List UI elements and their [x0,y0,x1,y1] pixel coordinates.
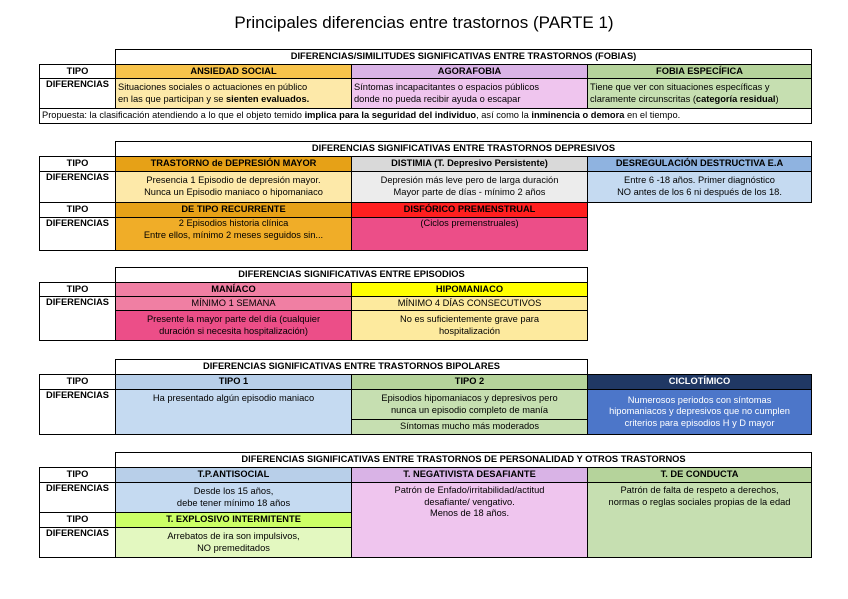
propuesta-a: Propuesta: la clasificación atendiendo a lo que el objeto temido [42,110,305,121]
type-ansiedad-social: ANSIEDAD SOCIAL [116,65,352,79]
type-hipomaniaco: HIPOMANIACO [352,283,588,297]
tipo-2-moderados: Síntomas mucho más moderados [352,420,588,435]
tipo-label: TIPO [40,65,116,79]
hipomaniaco-line-2: hospitalización [439,325,500,336]
type-maniaco: MANÍACO [116,283,352,297]
fobia-especifica-cell [588,79,812,109]
conducta-line-1: Patrón de falta de respeto a derechos, [620,485,779,495]
episodios-header: DIFERENCIAS SIGNIFICATIVAS ENTRE EPISODIOS [116,268,588,283]
explosivo-line-2: NO premeditados [197,542,270,553]
type-distimia: DISTIMIA (T. Depresivo Persistente) [352,157,588,172]
type-tipo-1: TIPO 1 [116,375,352,390]
distimia-line-2: Mayor parte de días - mínimo 2 años [393,187,546,197]
agorafobia-line-2: donde no pueda recibir ayuda o escapar [354,93,521,104]
hipomaniaco-line-1: No es suficientemente grave para [400,313,540,324]
especifica-line-2a: claramente circunscritas ( [590,93,696,104]
propuesta-e: en el tiempo. [624,110,681,121]
tipo-label: TIPO [40,468,116,483]
disforico-cell [352,218,588,251]
personalidad-table [39,452,812,558]
bipolares-header: DIFERENCIAS SIGNIFICATIVAS ENTRE TRASTORNOS BIPOLARES [116,360,588,375]
maniaco-duracion: MÍNIMO 1 SEMANA [116,297,352,311]
type-agorafobia: AGORAFOBIA [352,65,588,79]
propuesta-note [40,109,812,124]
ciclotimico-line-2: hipomaniacos y depresivos que no cumplen [609,406,790,417]
type-tipo-2: TIPO 2 [352,375,588,390]
distimia-line-1: Depresión más leve pero de larga duración [380,175,559,186]
type-antisocial: T.P.ANTISOCIAL [116,468,352,483]
maniaco-line-2: duración si necesita hospitalización) [159,325,308,336]
type-recurrente: DE TIPO RECURRENTE [116,203,352,218]
hipomaniaco-duracion: MÍNIMO 4 DÍAS CONSECUTIVOS [352,297,588,311]
diferencias-label: DIFERENCIAS [40,218,116,251]
distimia-cell [352,172,588,203]
tipo-2-cell [352,390,588,420]
tipo-2-line-2: nunca un episodio completo de manía [390,404,549,415]
personalidad-header: DIFERENCIAS SIGNIFICATIVAS ENTRE TRASTORNOS DE PERSONALIDAD Y OTROS TRASTORNOS [116,453,812,468]
type-disforico: DISFÓRICO PREMENSTRUAL [352,203,588,218]
depresion-mayor-cell [116,172,352,203]
diferencias-label: DIFERENCIAS [40,528,116,558]
desregulacion-line-2: NO antes de los 6 ni después de los 18. [617,187,782,197]
mayor-line-1: Presencia 1 Episodio de depresión mayor. [146,175,321,186]
type-ciclotimico: CICLOTÍMICO [588,375,812,390]
propuesta-c: , así como la [476,110,532,121]
recurrente-line-2: Entre ellos, mínimo 2 meses seguidos sin... [143,229,324,240]
ansiedad-line-2b: sienten evaluados. [226,93,310,104]
ciclotimico-cell [588,390,812,435]
tipo-2-line-1: Episodios hipomaniacos y depresivos pero [381,392,558,403]
especifica-line-2c: ) [775,93,779,104]
fobias-header: DIFERENCIAS/SIMILITUDES SIGNIFICATIVAS ENTRE TRASTORNOS (FOBIAS) [116,50,812,65]
disforico-line-1: (Ciclos premenstruales) [420,218,519,228]
diferencias-label: DIFERENCIAS [40,483,116,513]
ansiedad-line-2 [118,94,349,106]
type-depresion-mayor: TRASTORNO de DEPRESIÓN MAYOR [116,157,352,172]
diferencias-label: DIFERENCIAS [40,390,116,435]
type-negativista: T. NEGATIVISTA DESAFIANTE [352,468,588,483]
ansiedad-line-1: Situaciones sociales o actuaciones en público [118,81,308,92]
ciclotimico-line-3: criterios para episodios H y D mayor [624,417,775,428]
agorafobia-line-1: Síntomas incapacitantes o espacios públicos [354,81,540,92]
mayor-line-2: Nunca un Episodio maniaco o hipomaniaco [144,187,323,197]
type-explosivo: T. EXPLOSIVO INTERMITENTE [116,513,352,528]
episodios-table [39,267,588,341]
especifica-line-2b: categoría residual [695,93,776,104]
tipo-1-cell: Ha presentado algún episodio maniaco [116,390,352,435]
antisocial-cell [116,483,352,513]
antisocial-line-1: Desde los 15 años, [193,485,274,496]
fobias-table [39,49,812,124]
recurrente-line-1: 2 Episodios historia clínica [178,218,289,228]
maniaco-detalle [116,311,352,341]
depresivos-table [39,141,812,251]
especifica-line-1: Tiene que ver con situaciones específicas y [590,81,770,92]
type-fobia-especifica: FOBIA ESPECÍFICA [588,65,812,79]
antisocial-line-2: debe tener mínimo 18 años [176,497,291,508]
depresivos-header: DIFERENCIAS SIGNIFICATIVAS ENTRE TRASTORNOS DEPRESIVOS [116,142,812,157]
ansiedad-social-cell [116,79,352,109]
tipo-label: TIPO [40,203,116,218]
propuesta-b: implica para la seguridad del individuo [304,110,477,121]
type-conducta: T. DE CONDUCTA [588,468,812,483]
propuesta-d: inminencia o demora [531,110,625,121]
conducta-cell [588,483,812,558]
ciclotimico-line-1: Numerosos periodos con síntomas [627,394,772,405]
ansiedad-line-2a: en las que participan y se [118,93,227,104]
maniaco-line-1: Presente la mayor parte del día (cualquier [146,313,321,324]
negativista-line-2: desafiante/ vengativo. [424,496,515,507]
tipo-label: TIPO [40,157,116,172]
type-desregulacion: DESREGULACIÓN DESTRUCTIVA E.A [588,157,812,172]
hipomaniaco-detalle [352,311,588,341]
diferencias-label: DIFERENCIAS [40,297,116,341]
tipo-label: TIPO [40,283,116,297]
conducta-line-2: normas o reglas sociales propias de la edad [608,496,791,507]
tipo-label: TIPO [40,375,116,390]
agorafobia-cell [352,79,588,109]
explosivo-line-1: Arrebatos de ira son impulsivos, [167,530,300,541]
negativista-cell [352,483,588,558]
especifica-line-2 [590,94,809,106]
page-title: Principales diferencias entre trastornos (PARTE 1) [234,13,614,32]
negativista-line-3: Menos de 18 años. [429,508,510,519]
desregulacion-line-1: Entre 6 -18 años. Primer diagnóstico [624,175,775,186]
bipolares-table [39,359,812,435]
explosivo-cell [116,528,352,558]
recurrente-cell [116,218,352,251]
negativista-line-1: Patrón de Enfado/irritabilidad/actitud [394,485,545,495]
diferencias-label: DIFERENCIAS [40,79,116,109]
tipo-label: TIPO [40,513,116,528]
desregulacion-cell [588,172,812,203]
diferencias-label: DIFERENCIAS [40,172,116,203]
